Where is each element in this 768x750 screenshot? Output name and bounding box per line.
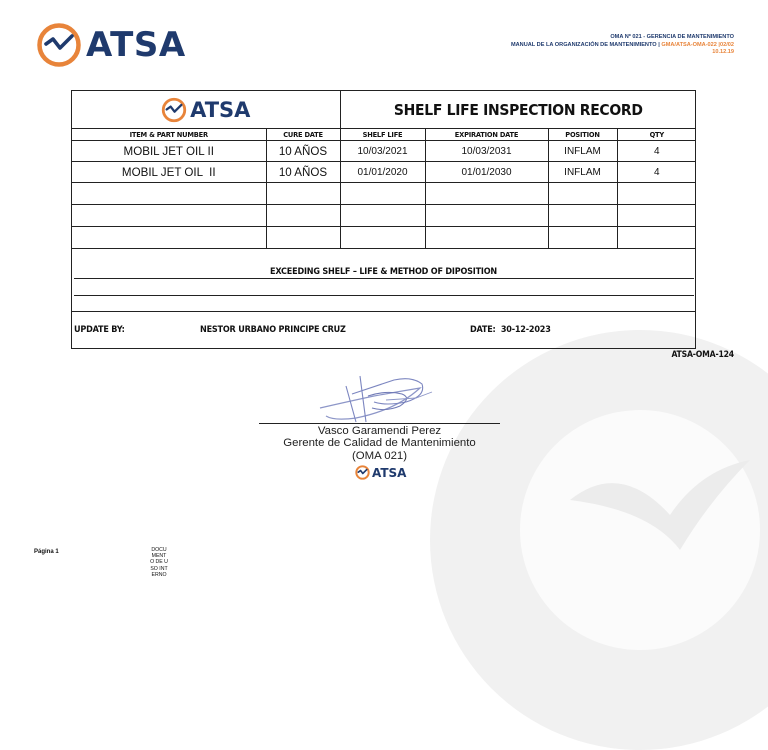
cell-position: INFLAM: [548, 162, 617, 183]
doc-date: 10.12.19: [712, 49, 734, 56]
empty-cell: [617, 205, 696, 227]
signature-line: [259, 423, 500, 424]
cell-expiration-date: 10/03/2031: [425, 141, 548, 162]
form-reference: ATSA-OMA-124: [671, 350, 734, 360]
company-logo: [36, 22, 186, 68]
header-separator: |: [658, 41, 660, 48]
empty-cell: [340, 227, 425, 249]
watermark-bird-icon: [560, 430, 760, 590]
shelf-life-table: [72, 91, 696, 249]
table-row: [72, 162, 696, 183]
cell-item: MOBIL JET OIL II: [72, 162, 266, 183]
empty-cell: [72, 227, 266, 249]
cell-qty: 4: [617, 162, 696, 183]
empty-cell: [617, 183, 696, 205]
col-header-qty: QTY: [617, 129, 696, 141]
empty-cell: [548, 205, 617, 227]
col-header-shelf-life: SHELF LIFE: [340, 129, 425, 141]
cell-expiration-date: 01/01/2030: [425, 162, 548, 183]
document-use-note: DOCUMENTO DE USO INTERNO: [150, 547, 168, 578]
form-logo-cell: [72, 91, 340, 129]
empty-cell: [266, 183, 340, 205]
empty-cell: [340, 183, 425, 205]
col-header-expiration-date: EXPIRATION DATE: [425, 129, 548, 141]
form-brand: ATSA: [190, 97, 251, 122]
form-title: SHELF LIFE INSPECTION RECORD: [340, 91, 696, 129]
signatory-org: (OMA 021): [351, 449, 408, 462]
signatory-role: Gerente de Calidad de Mantenimiento: [283, 437, 476, 450]
exceeding-shelf-label: EXCEEDING SHELF – LIFE & METHOD OF DIPOSITION: [269, 267, 497, 277]
empty-cell: [617, 227, 696, 249]
cell-position: INFLAM: [548, 141, 617, 162]
empty-cell: [548, 227, 617, 249]
company-name: ATSA: [86, 25, 186, 65]
signatory-name: Vasco Garamendi Perez: [317, 425, 442, 437]
empty-cell: [425, 205, 548, 227]
cell-qty: 4: [617, 141, 696, 162]
col-header-cure-date: CURE DATE: [266, 129, 340, 141]
cell-cure-date: 10 AÑOS: [266, 162, 340, 183]
cell-item: MOBIL JET OIL II: [72, 141, 266, 162]
cell-shelf-life: 01/01/2020: [340, 162, 425, 183]
atsa-emblem-icon: [36, 22, 82, 68]
update-by-name: NESTOR URBANO PRINCIPE CRUZ: [200, 325, 346, 335]
date-value: 30-12-2023: [500, 325, 551, 335]
disposition-line-bold: [74, 295, 694, 296]
manual-line: [511, 42, 734, 50]
empty-cell: [548, 183, 617, 205]
document-header-info: [511, 34, 734, 57]
empty-cell: [425, 183, 548, 205]
shelf-life-form: [71, 90, 696, 349]
update-by-label: UPDATE BY:: [74, 325, 125, 335]
date-label: DATE:: [470, 325, 496, 335]
update-divider: [72, 311, 695, 312]
col-header-item: ITEM & PART NUMBER: [72, 129, 266, 141]
doc-code: GMA/ATSA-OMA-022 |02/02: [661, 41, 734, 48]
page-number: Página 1: [34, 549, 59, 555]
manual-title: MANUAL DE LA ORGANIZACIÓN DE MANTENIMIENTO: [510, 41, 657, 48]
disposition-line: [74, 278, 694, 279]
date-field: [470, 325, 551, 335]
signature-image: [316, 366, 436, 426]
empty-cell: [266, 227, 340, 249]
empty-row: [72, 227, 696, 249]
signatory-block: [259, 425, 500, 462]
cell-shelf-life: 10/03/2021: [340, 141, 425, 162]
oma-line: OMA Nº 021 - GERENCIA DE MANTENIMIENTO: [610, 34, 734, 40]
cell-cure-date: 10 AÑOS: [266, 141, 340, 162]
table-row: [72, 141, 696, 162]
empty-cell: [72, 205, 266, 227]
atsa-emblem-icon: [161, 97, 187, 123]
form-logo: [72, 97, 340, 123]
empty-cell: [340, 205, 425, 227]
signatory-logo: [355, 465, 406, 480]
empty-cell: [266, 205, 340, 227]
empty-row: [72, 183, 696, 205]
col-header-position: POSITION: [548, 129, 617, 141]
signatory-brand: ATSA: [372, 465, 407, 480]
atsa-emblem-icon: [355, 465, 370, 480]
empty-cell: [425, 227, 548, 249]
empty-row: [72, 205, 696, 227]
empty-cell: [72, 183, 266, 205]
